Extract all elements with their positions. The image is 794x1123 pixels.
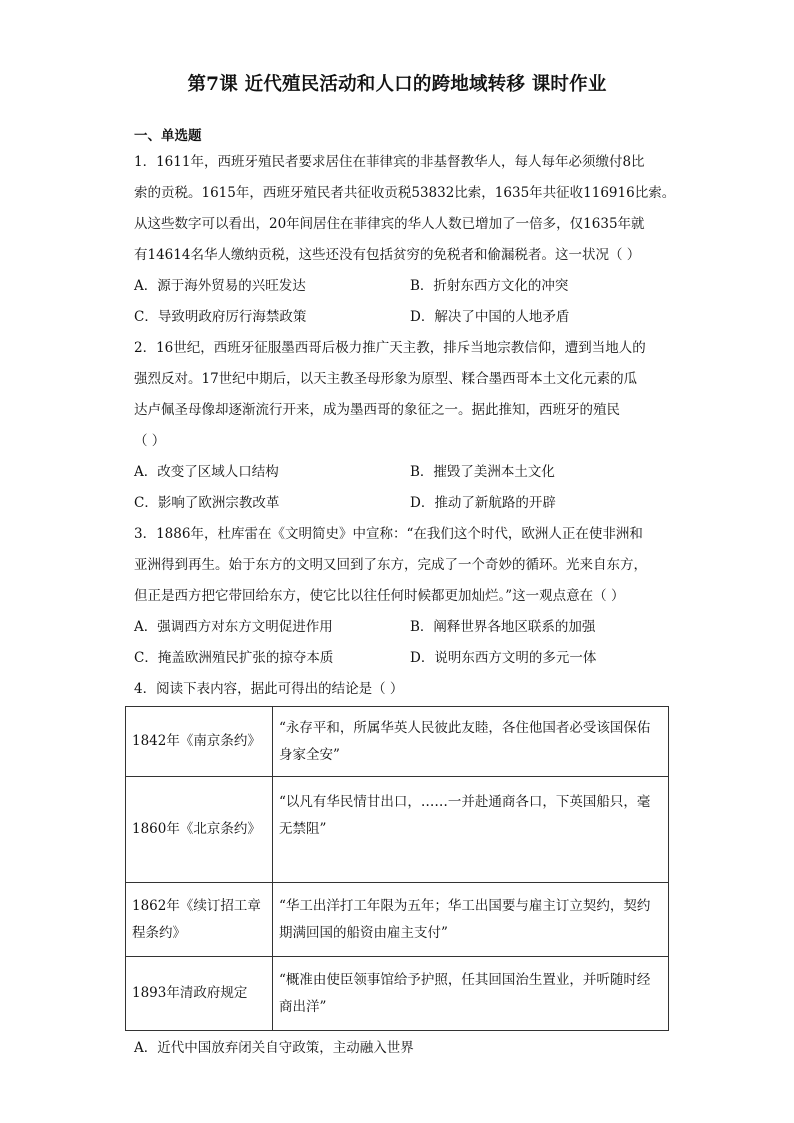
q1-line-2: 索的贡税。1615年，西班牙殖民者共征收贡税53832比索，1635年共征收116916比索。 bbox=[134, 185, 676, 201]
table-row bbox=[126, 883, 669, 957]
cell-text: “概准由使臣领事馆给予护照，任其回国治生置业，并听随时经 bbox=[279, 971, 651, 988]
q3-option-b: B．阐释世界各地区联系的加强 bbox=[410, 619, 596, 635]
cell-text: 1842年《南京条约》 bbox=[132, 733, 261, 749]
q3-option-d: D．说明东西方文明的多元一体 bbox=[410, 650, 597, 666]
cell-text: 身家全安” bbox=[279, 746, 340, 763]
q2-line-4: （ ） bbox=[134, 433, 166, 449]
cell-text: “以凡有华民情甘出口，……一并赴通商各口，下英国船只，毫 bbox=[279, 794, 651, 810]
cell-text: 商出洋” bbox=[279, 998, 327, 1015]
table-cell-content bbox=[273, 883, 669, 957]
table-row bbox=[126, 957, 669, 1031]
q1-option-a: A．源于海外贸易的兴旺发达 bbox=[134, 278, 306, 294]
table-cell-content bbox=[273, 707, 669, 777]
cell-text: 期满回国的船资由雇主支付” bbox=[279, 924, 448, 941]
table-cell-treaty bbox=[126, 777, 273, 883]
table-cell-treaty bbox=[126, 957, 273, 1031]
q2-option-a: A．改变了区域人口结构 bbox=[134, 464, 279, 480]
cell-text: 程条约》 bbox=[132, 924, 186, 941]
q3-line-2: 亚洲得到再生。始于东方的文明又回到了东方，完成了一个奇妙的循环。光来自东方， bbox=[134, 557, 647, 573]
q3-line-3: 但正是西方把它带回给东方，使它比以往任何时候都更加灿烂。”这一观点意在（ ） bbox=[134, 588, 625, 604]
cell-text: “华工出洋打工年限为五年；华工出国要与雇主订立契约，契约 bbox=[279, 897, 651, 914]
q2-line-1: 2．16世纪，西班牙征服墨西哥后极力推广天主教，排斥当地宗教信仰，遭到当地人的 bbox=[134, 340, 646, 356]
q1-option-c: C．导致明政府厉行海禁政策 bbox=[134, 309, 307, 325]
q2-line-2: 强烈反对。17世纪中期后，以天主教圣母形象为原型、糅合墨西哥本土文化元素的瓜 bbox=[134, 371, 638, 387]
table-cell-content bbox=[273, 777, 669, 883]
document-title: 第7课 近代殖民活动和人口的跨地域转移 课时作业 bbox=[187, 74, 607, 95]
cell-text: 无禁阻” bbox=[279, 821, 327, 837]
q3-line-1: 3．1886年，杜库雷在《文明简史》中宣称：“在我们这个时代，欧洲人正在使非洲和 bbox=[134, 526, 643, 542]
q2-line-3: 达卢佩圣母像却逐渐流行开来，成为墨西哥的象征之一。据此推知，西班牙的殖民 bbox=[134, 402, 620, 418]
cell-text: 1862年《续订招工章 bbox=[132, 897, 261, 914]
q1-line-1: 1．1611年，西班牙殖民者要求居住在菲律宾的非基督教华人，每人每年必须缴付8比 bbox=[134, 154, 645, 170]
q1-option-d: D．解决了中国的人地矛盾 bbox=[410, 309, 570, 325]
table-cell-content bbox=[273, 957, 669, 1031]
q3-option-a: A．强调西方对东方文明促进作用 bbox=[134, 619, 333, 635]
q4-option-a: A．近代中国放弃闭关自守政策，主动融入世界 bbox=[134, 1040, 414, 1056]
q2-option-c: C．影响了欧洲宗教改革 bbox=[134, 495, 280, 511]
q1-option-b: B．折射东西方文化的冲突 bbox=[410, 278, 569, 294]
table-cell-treaty bbox=[126, 883, 273, 957]
section-heading: 一、单选题 bbox=[134, 128, 202, 144]
q1-line-4: 有14614名华人缴纳贡税，这些还没有包括贫穷的免税者和偷漏税者。这一状况（ ） bbox=[134, 247, 641, 263]
q2-option-d: D．推动了新航路的开辟 bbox=[410, 495, 556, 511]
table-cell-treaty bbox=[126, 707, 273, 777]
treaty-table bbox=[125, 706, 669, 1031]
cell-text: “永存平和，所属华英人民彼此友睦，各住他国者必受该国保佑 bbox=[279, 719, 651, 736]
q2-option-b: B．摧毁了美洲本土文化 bbox=[410, 464, 555, 480]
table-row bbox=[126, 707, 669, 777]
q4-line-1: 4．阅读下表内容，据此可得出的结论是（ ） bbox=[134, 681, 404, 697]
table-row bbox=[126, 777, 669, 883]
cell-text: 1860年《北京条约》 bbox=[132, 821, 261, 837]
q1-line-3: 从这些数字可以看出，20年间居住在菲律宾的华人人数已增加了一倍多，仅1635年就 bbox=[134, 216, 645, 232]
q3-option-c: C．掩盖欧洲殖民扩张的掠夺本质 bbox=[134, 650, 334, 666]
cell-text: 1893年清政府规定 bbox=[132, 985, 248, 1001]
